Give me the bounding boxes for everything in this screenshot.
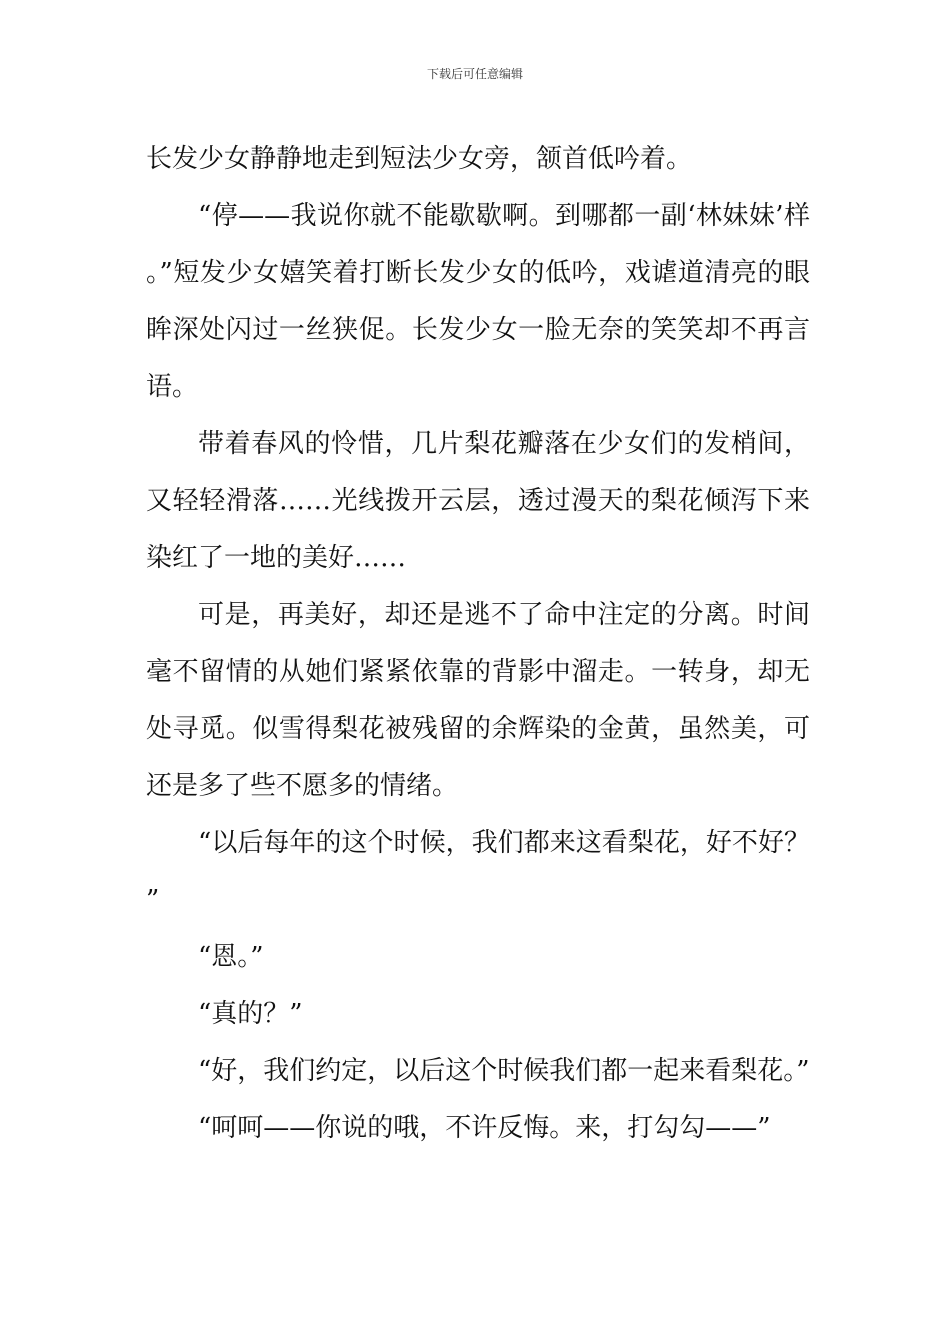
page-header: 下载后可任意编辑 — [426, 67, 523, 81]
paragraph: “恩。” — [198, 942, 264, 972]
paragraph: 可是，再美好，却还是逃不了命中注定的分离。时间毫不留情的从她们紧紧依靠的背影中溜走。一转身，却无处寻觅。似雪得梨花被残留的余辉染的金黄，虽然美，可还是多了些不愿多的情绪。 — [146, 600, 810, 801]
paragraph: 长发少女静静地走到短法少女旁，颔首低吟着。 — [146, 144, 693, 174]
paragraph: “好，我们约定，以后这个时候我们都一起来看梨花。” — [198, 1056, 810, 1086]
paragraph: “真的？” — [198, 999, 303, 1029]
paragraph: “以后每年的这个时候，我们都来这看梨花，好不好？” — [146, 828, 810, 915]
paragraph: “停——我说你就不能歇歇啊。到哪都一副‘林妹妹’样。”短发少女嬉笑着打断长发少女的低吟，戏谑道清亮的眼眸深处闪过一丝狭促。长发少女一脸无奈的笑笑却不再言语。 — [146, 201, 810, 402]
body-text — [146, 131, 810, 1157]
paragraph: 带着春风的怜惜，几片梨花瓣落在少女们的发梢间，又轻轻滑落……光线拨开云层，透过漫天的梨花倾泻下来染红了一地的美好…… — [146, 429, 810, 573]
paragraph: “呵呵——你说的哦，不许反悔。来，打勾勾——” — [198, 1113, 771, 1143]
